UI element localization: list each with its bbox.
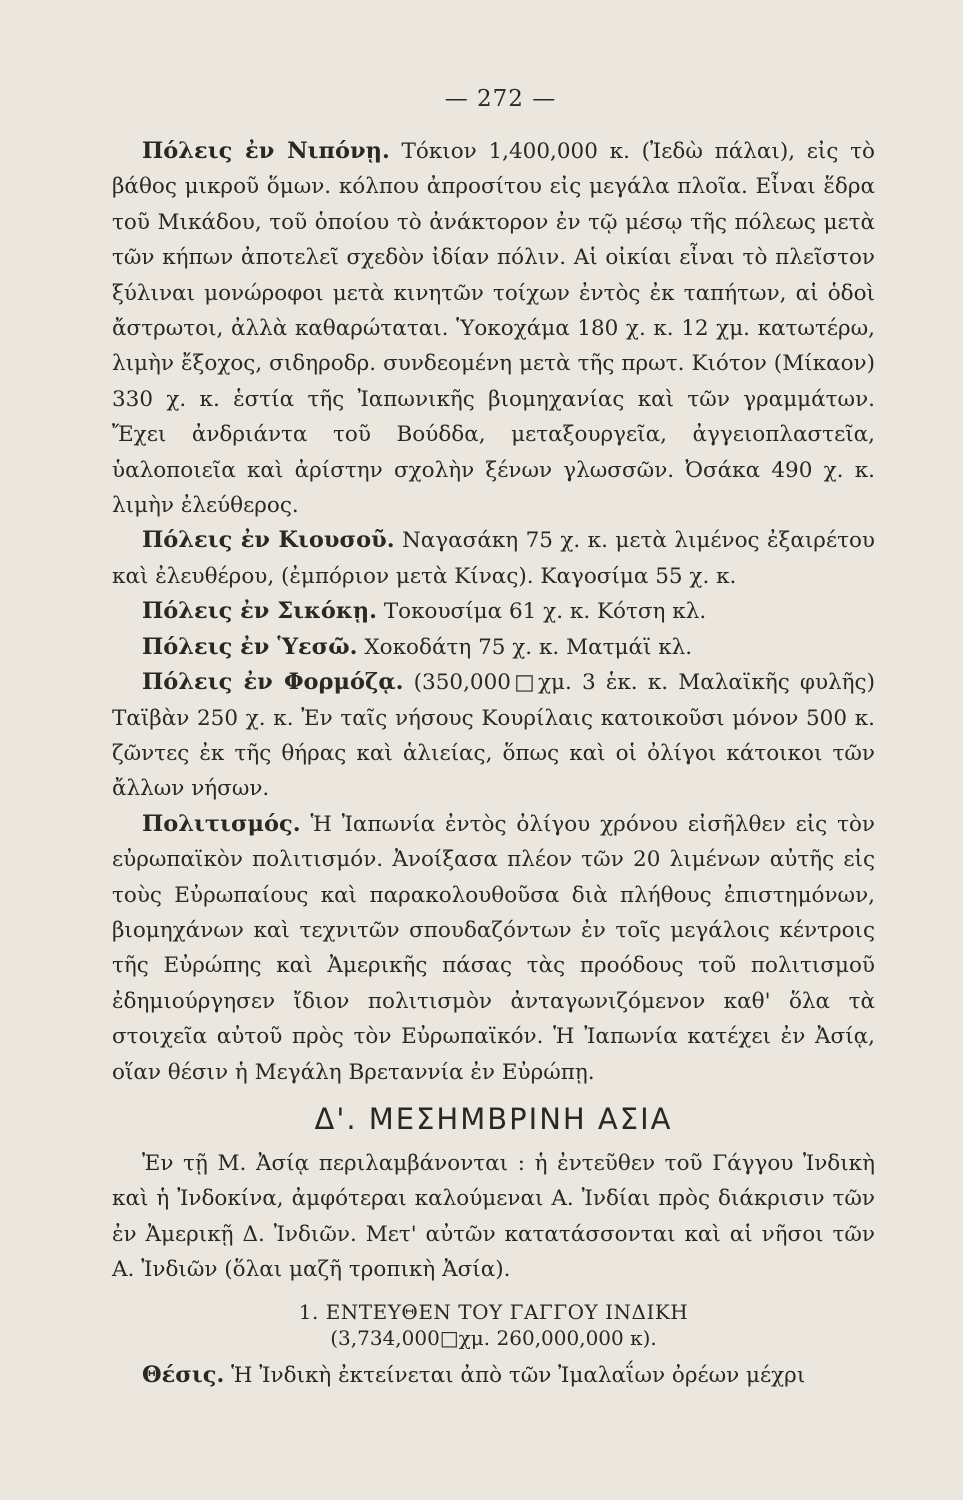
section-intro: Ἐν τῇ Μ. Ἀσίᾳ περιλαμβάνονται : ἡ ἐντεῦθεν τοῦ Γάγγου Ἰνδικὴ καὶ ἡ Ἰνδοκίνα, ἀμφότεραι καλούμεναι Α. Ἰνδίαι πρὸς διάκρισιν τῶν ἐν Ἀμερικῇ Δ. Ἰνδιῶν. Μετ' αὐτῶν κατατάσσονται καὶ αἱ νῆσοι τῶν Α. Ἰνδιῶν (ὅλαι μαζῆ τροπικὴ Ἀσία). (112, 1150, 875, 1283)
paragraph-formoza (112, 665, 875, 807)
heading-yeso: Πόλεις ἐν Ὑεσῶ. (142, 633, 358, 660)
section-title: Δ'. ΜΕΣΗΜΒΡΙΝΗ ΑΣΙΑ (314, 1101, 673, 1136)
heading-nipon: Πόλεις ἐν Νιπόνῃ. (142, 138, 390, 164)
heading-kiousou: Πόλεις ἐν Κιουσοῦ. (142, 527, 395, 554)
paragraph-yeso (112, 630, 875, 665)
paragraph-politismos (112, 807, 875, 1090)
text-sikoki: Τοκουσίμα 61 χ. κ. Κότση κλ. (376, 599, 707, 625)
paragraph-thesis (112, 1358, 875, 1393)
heading-sikoki: Πόλεις ἐν Σικόκῃ. (142, 598, 377, 625)
text-kiousou: Ναγασάκη 75 χ. κ. μετὰ λιμένος ἐξαιρέτου καὶ ἐλευθέρου, (ἐμπόριον μετὰ Κίνας). Καγοσίμα 55 χ. κ. (112, 528, 875, 589)
text-thesis: Ἡ Ἰνδικὴ ἐκτείνεται ἀπὸ τῶν Ἰμαλαΐων ὀρέων μέχρι (224, 1362, 806, 1388)
paragraph-kiousou (112, 523, 875, 594)
heading-thesis: Θέσις. (142, 1361, 225, 1388)
heading-politismos: Πολιτισμός. (142, 810, 301, 837)
heading-formoza: Πόλεις ἐν Φορμόζᾳ. (142, 669, 404, 696)
subsection-title: 1. ΕΝΤΕΥΘΕΝ ΤΟΥ ΓΑΓΓΟΥ ΙΝΔΙΚΗ (298, 1299, 689, 1324)
page-number: — 272 — (444, 86, 557, 112)
text-nipon: Τόκιον 1,400,000 κ. (Ἰεδὼ πάλαι), εἰς τὸ βάθος μικροῦ ὅμων. κόλπου ἀπροσίτου εἰς μεγάλα πλοῖα. Εἶναι ἕδρα τοῦ Μικάδου, τοῦ ὁποίου τὸ ἀνάκτορον ἐν τῷ μέσῳ τῆς πόλεως μετὰ τῶν κήπων ἀποτελεῖ σχεδὸν ἰδίαν πόλιν. Αἱ οἰκίαι εἶναι τὸ πλεῖστον ξύλιναι μονώροφοι μετὰ κινητῶν τοίχων ἐντὸς ἐκ ταπήτων, αἱ ὁδοὶ ἄστρωτοι, ἀλλὰ καθαρώταται. Ὑοκοχάμα 180 χ. κ. 12 χμ. κατωτέρω, λιμὴν ἔξοχος, σιδηροδρ. συνδεομένη μετὰ τῆς πρωτ. Κιότον (Μίκαον) 330 χ. κ. ἑστία τῆς Ἰαπωνικῆς βιομηχανίας καὶ τῶν γραμμάτων. Ἔχει ἀνδριάντα τοῦ Βούδδα, μεταξουργεῖα, ἀγγειοπλαστεῖα, ὑαλοποιεῖα καὶ ἀρίστην σχολὴν ξένων γλωσσῶν. Ὀσάκα 490 χ. κ. λιμὴν ἐλεύθερος. (112, 139, 875, 519)
paragraph-sikoki (112, 594, 875, 629)
text-yeso: Χοκοδάτη 75 χ. κ. Ματμάϊ κλ. (357, 634, 693, 660)
text-politismos: Ἡ Ἰαπωνία ἐντὸς ὀλίγου χρόνου εἰσῆλθεν εἰς τὸν εὐρωπαϊκὸν πολιτισμόν. Ἀνοίξασα πλέον τῶν 20 λιμένων αὐτῆς εἰς τοὺς Εὐρωπαίους καὶ παρακολουθοῦσα διὰ πλήθους ἐπιστημόνων, βιομηχάνων καὶ τεχνιτῶν σπουδαζόντων ἐν τοῖς μεγάλοις κέντροις τῆς Εὐρώπης καὶ Ἀμερικῆς πάσας τὰς προόδους τοῦ πολιτισμοῦ ἐδημιούργησεν ἴδιον πολιτισμὸν ἀνταγωνιζόμενον καθ' ὅλα τὰ στοιχεῖα αὐτοῦ πρὸς τὸν Εὐρωπαϊκόν. Ἡ Ἰαπωνία κατέχει ἐν Ἀσίᾳ, οἵαν θέσιν ἡ Μεγάλη Βρεταννία ἐν Εὐρώπῃ. (112, 811, 875, 1085)
subsection-figures: (3,734,000□χμ. 260,000,000 κ). (330, 1325, 657, 1350)
text-formoza: (350,000□χμ. 3 ἑκ. κ. Μαλαϊκῆς φυλῆς) Ταϊβὰν 250 χ. κ. Ἐν ταῖς νήσους Κουρίλαις κατοικοῦσι μόνον 500 κ. ζῶντες ἐκ τῆς θήρας καὶ ἁλιείας, ὅπως καὶ οἱ ὀλίγοι κάτοικοι τῶν ἄλλων νήσων. (112, 670, 875, 802)
paragraph-nipon (112, 134, 875, 523)
